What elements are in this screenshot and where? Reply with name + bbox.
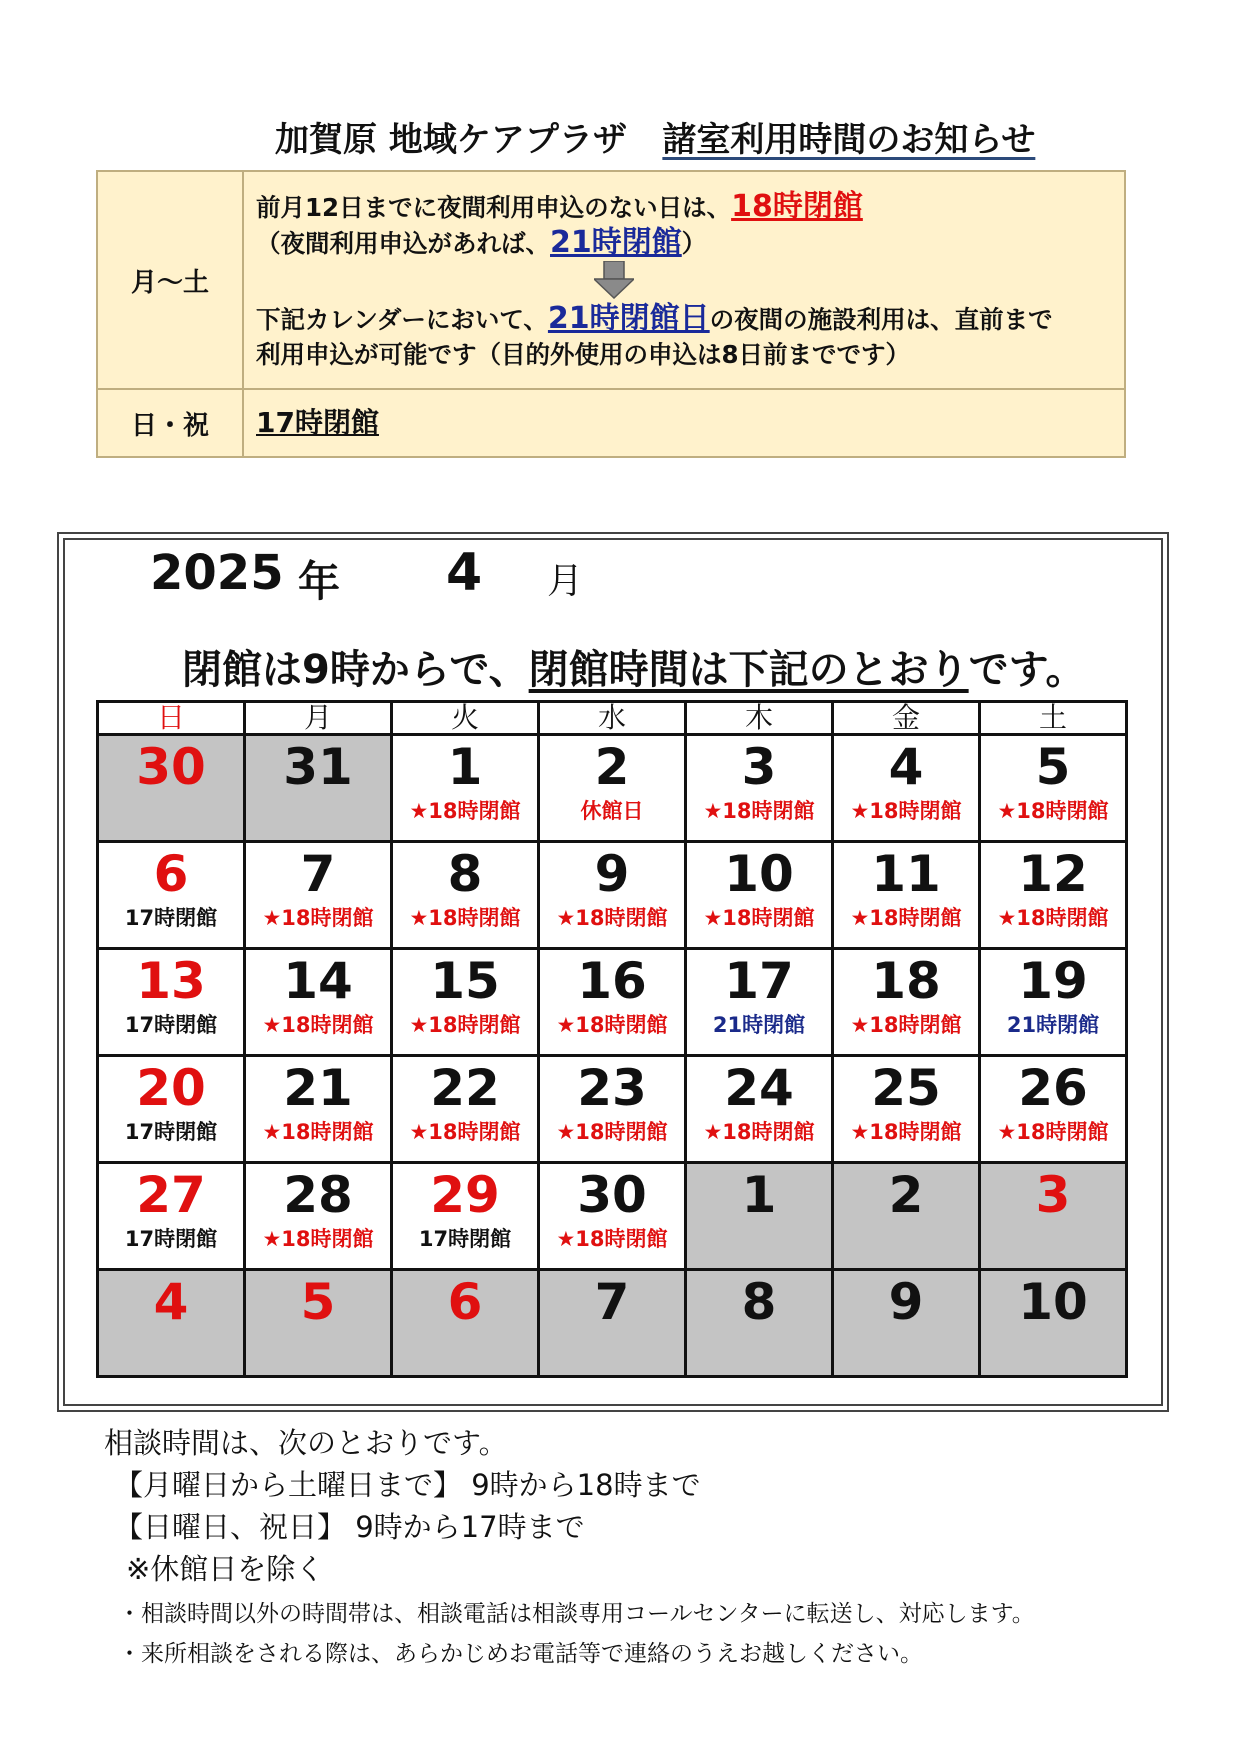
info-text-weekday — [243, 171, 1125, 389]
calendar-day-cell — [539, 949, 686, 1056]
calendar-day-cell — [980, 1163, 1127, 1270]
calendar-day-cell — [833, 735, 980, 842]
calendar-day-cell — [539, 1056, 686, 1163]
calendar-day-cell — [245, 1270, 392, 1377]
closing-time-note: 17時閉館 — [124, 1227, 218, 1251]
close-21-label: 21時閉館 — [550, 224, 682, 260]
day-number: 21 — [283, 1059, 353, 1117]
hours-info-table — [96, 170, 1126, 458]
info-line-3 — [256, 301, 1112, 337]
footer-line-2: 【月曜日から土曜日まで】 9時から18時まで — [114, 1468, 701, 1502]
closing-time-note: 17時閉館 — [418, 1227, 512, 1251]
calendar-week-row — [98, 842, 1127, 949]
calendar-day-cell — [686, 735, 833, 842]
weekday-header: 月 — [245, 702, 392, 735]
weekday-header: 金 — [833, 702, 980, 735]
day-number: 25 — [871, 1059, 941, 1117]
calendar-day-cell — [833, 1056, 980, 1163]
closing-time-note: ★18時閉館 — [409, 1120, 521, 1144]
closing-time-note: ★18時閉館 — [850, 1013, 962, 1037]
footer-line-3: 【日曜日、祝日】 9時から17時まで — [114, 1510, 585, 1544]
calendar-week-row — [98, 1056, 1127, 1163]
calendar-day-cell — [833, 1270, 980, 1377]
day-number: 5 — [1035, 738, 1071, 796]
calendar-day-cell — [686, 949, 833, 1056]
closing-time-note: ★18時閉館 — [409, 906, 521, 930]
day-number: 15 — [430, 952, 500, 1010]
day-number: 8 — [741, 1273, 777, 1331]
calendar-day-cell — [980, 842, 1127, 949]
day-number: 17 — [724, 952, 794, 1010]
calendar-day-cell — [98, 842, 245, 949]
info-line-2 — [256, 225, 1112, 261]
day-number: 12 — [1018, 845, 1088, 903]
calendar-day-cell — [245, 949, 392, 1056]
day-number: 9 — [594, 845, 630, 903]
closing-time-note: 21時閉館 — [1006, 1013, 1100, 1037]
calendar-day-cell — [686, 842, 833, 949]
footer-line-6: ・来所相談をされる際は、あらかじめお電話等で連絡のうえお越しください。 — [118, 1641, 923, 1667]
day-number: 16 — [577, 952, 647, 1010]
calendar-day-cell — [980, 735, 1127, 842]
close-18-label: 18時閉館 — [731, 188, 863, 224]
info-line-3-text: 下記カレンダーにおいて、 — [256, 304, 548, 334]
calendar-day-cell — [539, 735, 686, 842]
closing-time-note: ★18時閉館 — [409, 1013, 521, 1037]
closing-time-note: ★18時閉館 — [703, 799, 815, 823]
calendar-day-cell — [98, 1163, 245, 1270]
calendar-day-cell — [98, 1056, 245, 1163]
day-number: 14 — [283, 952, 353, 1010]
calendar-month: 4 — [446, 543, 483, 603]
closing-time-note: 休館日 — [580, 799, 644, 823]
down-arrow-icon — [594, 261, 634, 299]
headline-part-1: 閉館は9時からで、 — [182, 647, 529, 693]
closing-time-note: 17時閉館 — [124, 1013, 218, 1037]
footer-line-4: ※休館日を除く — [126, 1552, 325, 1586]
calendar-week-row — [98, 1270, 1127, 1377]
weekday-header: 火 — [392, 702, 539, 735]
calendar-day-cell — [539, 1163, 686, 1270]
calendar-day-cell — [245, 1163, 392, 1270]
info-text-holiday — [243, 389, 1125, 457]
closing-time-note: ★18時閉館 — [262, 1227, 374, 1251]
calendar-week-row — [98, 735, 1127, 842]
day-number: 6 — [447, 1273, 483, 1331]
day-number: 22 — [430, 1059, 500, 1117]
info-row-weekday — [97, 171, 1125, 389]
calendar-day-cell — [98, 949, 245, 1056]
day-number: 7 — [300, 845, 336, 903]
calendar-day-cell — [392, 735, 539, 842]
calendar-day-cell — [833, 949, 980, 1056]
close-17-label: 17時閉館 — [256, 406, 379, 439]
weekday-header: 土 — [980, 702, 1127, 735]
title-facility: 加賀原 地域ケアプラザ — [275, 120, 627, 160]
closing-time-note: ★18時閉館 — [997, 906, 1109, 930]
calendar-day-cell — [833, 1163, 980, 1270]
closing-time-note: ★18時閉館 — [997, 1120, 1109, 1144]
weekday-header: 日 — [98, 702, 245, 735]
closing-time-note: ★18時閉館 — [556, 1120, 668, 1144]
closing-time-note: ★18時閉館 — [850, 1120, 962, 1144]
day-number: 19 — [1018, 952, 1088, 1010]
calendar-day-cell — [539, 1270, 686, 1377]
closing-time-note: ★18時閉館 — [556, 1227, 668, 1251]
closing-time-note: ★18時閉館 — [262, 1013, 374, 1037]
day-number: 1 — [741, 1166, 777, 1224]
day-number: 2 — [888, 1166, 924, 1224]
closing-time-note: 17時閉館 — [124, 1120, 218, 1144]
footer-line-1: 相談時間は、次のとおりです。 — [104, 1426, 508, 1460]
day-number: 5 — [300, 1273, 336, 1331]
day-number: 11 — [871, 845, 941, 903]
day-number: 6 — [153, 845, 189, 903]
day-number: 10 — [1018, 1273, 1088, 1331]
calendar-headline — [182, 638, 1085, 695]
calendar-day-cell — [980, 1270, 1127, 1377]
closing-time-note: ★18時閉館 — [556, 906, 668, 930]
arrow-row — [256, 261, 1112, 301]
calendar-day-cell — [980, 1056, 1127, 1163]
info-line-4: 利用申込が可能です（目的外使用の申込は8日前までです） — [256, 339, 911, 369]
day-number: 13 — [136, 952, 206, 1010]
info-label-holiday: 日・祝 — [97, 389, 243, 457]
day-number: 8 — [447, 845, 483, 903]
headline-part-2: 閉館時間は下記のとおり — [528, 647, 969, 693]
calendar-year: 2025 — [150, 545, 284, 601]
day-number: 9 — [888, 1273, 924, 1331]
calendar-day-cell — [392, 1163, 539, 1270]
calendar-day-cell — [833, 842, 980, 949]
closing-time-note: ★18時閉館 — [556, 1013, 668, 1037]
info-line-1-text: 前月12日までに夜間利用申込のない日は、 — [256, 192, 732, 222]
day-number: 27 — [136, 1166, 206, 1224]
closing-time-note: ★18時閉館 — [262, 906, 374, 930]
weekday-header: 木 — [686, 702, 833, 735]
day-number: 30 — [136, 738, 206, 796]
day-number: 10 — [724, 845, 794, 903]
day-number: 18 — [871, 952, 941, 1010]
calendar-day-cell — [686, 1163, 833, 1270]
calendar-week-row — [98, 949, 1127, 1056]
day-number: 4 — [888, 738, 924, 796]
info-line-3-rest: の夜間の施設利用は、直前まで — [709, 304, 1053, 334]
closing-time-note: ★18時閉館 — [703, 1120, 815, 1144]
calendar-day-cell — [686, 1270, 833, 1377]
calendar-day-cell — [980, 949, 1127, 1056]
calendar-day-cell — [245, 842, 392, 949]
closing-time-note: ★18時閉館 — [997, 799, 1109, 823]
calendar-day-cell — [539, 842, 686, 949]
day-number: 24 — [724, 1059, 794, 1117]
calendar-day-cell — [392, 1056, 539, 1163]
day-number: 3 — [1035, 1166, 1071, 1224]
day-number: 2 — [594, 738, 630, 796]
weekday-header: 水 — [539, 702, 686, 735]
day-number: 31 — [283, 738, 353, 796]
calendar-day-cell — [392, 842, 539, 949]
title-notice: 諸室利用時間のお知らせ — [662, 120, 1036, 160]
footer-line-5: ・相談時間以外の時間帯は、相談電話は相談専用コールセンターに転送し、対応します。 — [118, 1601, 1035, 1627]
calendar-day-cell — [245, 1056, 392, 1163]
closing-time-note: ★18時閉館 — [703, 906, 815, 930]
day-number: 20 — [136, 1059, 206, 1117]
closing-time-note: ★18時閉館 — [262, 1120, 374, 1144]
day-number: 28 — [283, 1166, 353, 1224]
calendar-week-row — [98, 1163, 1127, 1270]
calendar-day-cell — [392, 1270, 539, 1377]
calendar-year-unit: 年 — [298, 557, 341, 606]
info-row-holiday — [97, 389, 1125, 457]
closing-time-note: 21時閉館 — [712, 1013, 806, 1037]
consultation-info — [104, 1422, 1035, 1674]
day-number: 7 — [594, 1273, 630, 1331]
calendar-day-cell — [245, 735, 392, 842]
calendar-day-cell — [686, 1056, 833, 1163]
calendar-body — [98, 735, 1127, 1377]
headline-part-3: です。 — [968, 647, 1086, 693]
close-21-day-label: 21時閉館日 — [547, 300, 710, 336]
day-number: 4 — [153, 1273, 189, 1331]
day-number: 23 — [577, 1059, 647, 1117]
page-title — [275, 112, 1075, 161]
calendar-day-cell — [392, 949, 539, 1056]
calendar-month-unit: 月 — [547, 561, 584, 602]
year-month-header — [0, 545, 1240, 615]
day-number: 29 — [430, 1166, 500, 1224]
closing-time-note: ★18時閉館 — [409, 799, 521, 823]
calendar-day-cell — [98, 735, 245, 842]
closing-time-note: ★18時閉館 — [850, 799, 962, 823]
info-line-2-text: （夜間利用申込があれば、 — [256, 228, 550, 258]
day-number: 1 — [447, 738, 483, 796]
info-label-weekday: 月～土 — [97, 171, 243, 389]
day-number: 30 — [577, 1166, 647, 1224]
calendar-day-cell — [98, 1270, 245, 1377]
closing-time-note: ★18時閉館 — [850, 906, 962, 930]
day-number: 3 — [741, 738, 777, 796]
closing-time-note: 17時閉館 — [124, 906, 218, 930]
day-number: 26 — [1018, 1059, 1088, 1117]
weekday-header-row — [98, 702, 1127, 735]
calendar-grid — [96, 700, 1128, 1378]
info-line-1 — [256, 189, 1112, 225]
info-line-2-close-paren: ） — [681, 228, 707, 258]
